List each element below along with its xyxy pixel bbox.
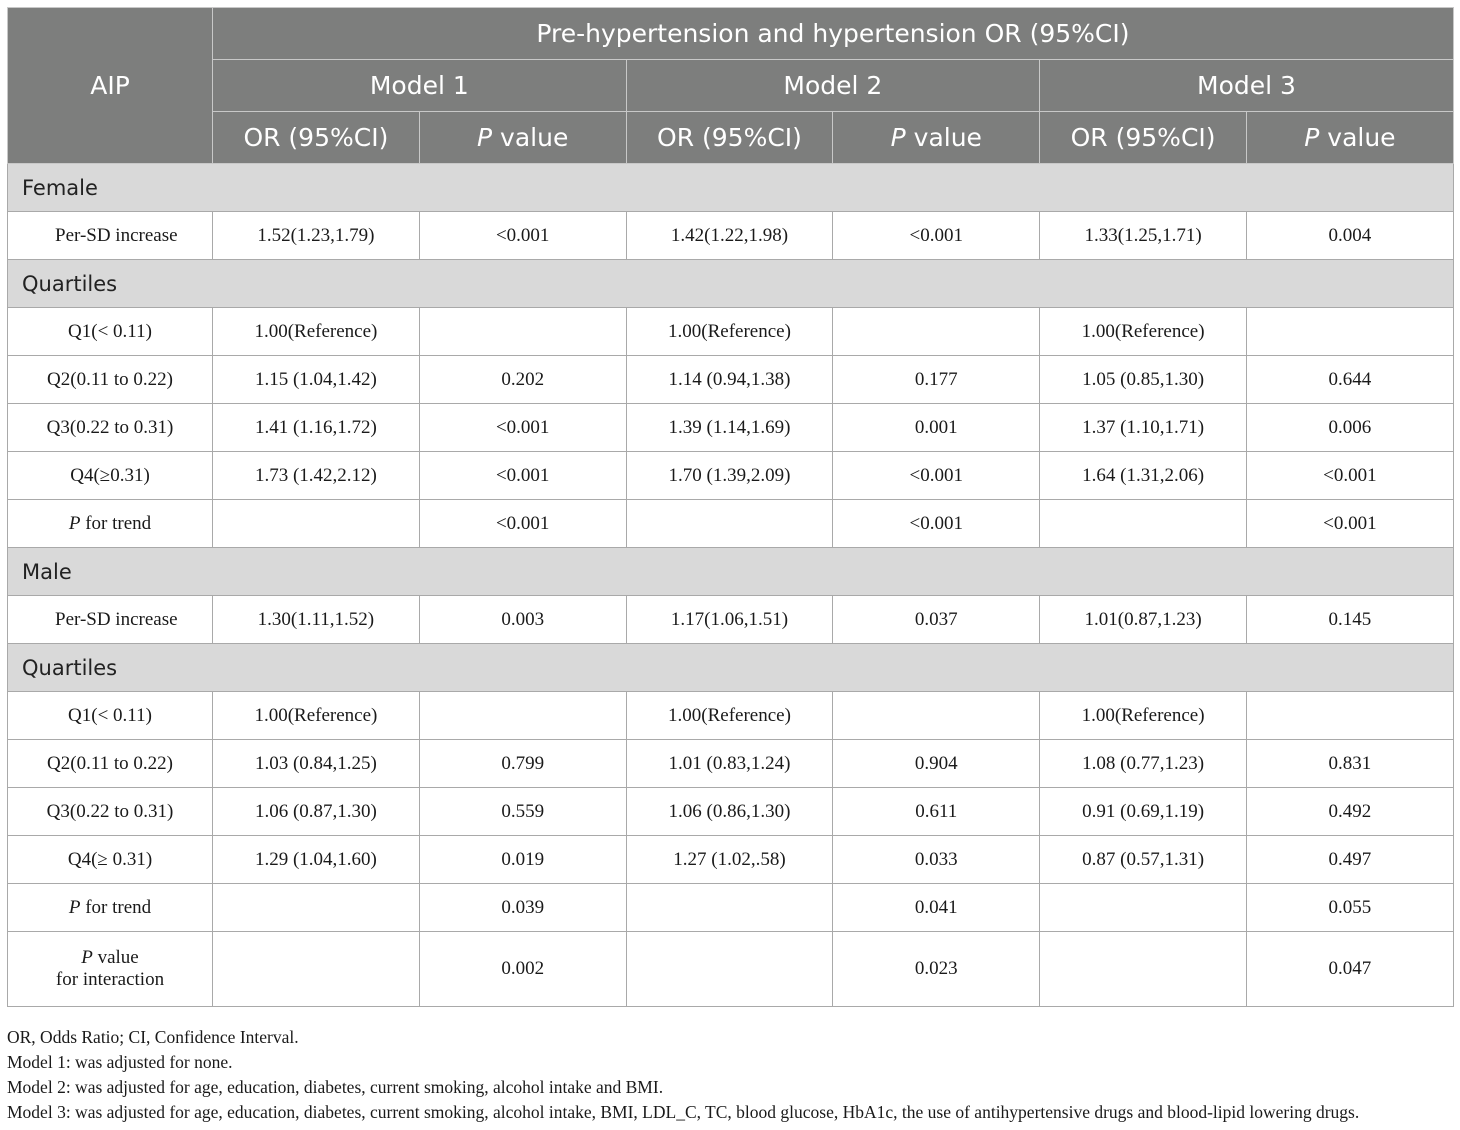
p-value-cell: 0.001 [833, 404, 1040, 452]
section-label: Male [8, 548, 1454, 596]
or-cell: 1.29 (1.04,1.60) [213, 836, 420, 884]
section-label: Quartiles [8, 260, 1454, 308]
p-value-cell: 0.037 [833, 596, 1040, 644]
or-cell [626, 884, 833, 932]
p-value-cell: <0.001 [419, 452, 626, 500]
row-label: Q3(0.22 to 0.31) [8, 404, 213, 452]
p-value-cell: 0.004 [1246, 212, 1453, 260]
p-column-header: P value [419, 112, 626, 164]
or-column-header: OR (95%CI) [626, 112, 833, 164]
or-cell: 1.37 (1.10,1.71) [1040, 404, 1247, 452]
or-column-header: OR (95%CI) [213, 112, 420, 164]
stub-header: AIP [8, 8, 213, 164]
table-row [8, 452, 1454, 500]
p-value-cell [1246, 308, 1453, 356]
row-label: P for trend [8, 884, 213, 932]
table-row [8, 500, 1454, 548]
or-cell: 1.33(1.25,1.71) [1040, 212, 1247, 260]
or-cell: 1.70 (1.39,2.09) [626, 452, 833, 500]
row-label: P for trend [8, 500, 213, 548]
table-body [8, 164, 1454, 1007]
p-value-cell: 0.904 [833, 740, 1040, 788]
or-cell [626, 500, 833, 548]
table-row [8, 596, 1454, 644]
p-value-cell: 0.831 [1246, 740, 1453, 788]
or-cell [1040, 932, 1247, 1007]
p-value-cell [419, 308, 626, 356]
or-cell: 1.14 (0.94,1.38) [626, 356, 833, 404]
row-label: Per-SD increase [8, 212, 213, 260]
row-label: Per-SD increase [8, 596, 213, 644]
table-title: Pre-hypertension and hypertension OR (95%CI) [213, 8, 1454, 60]
or-cell: 1.00(Reference) [1040, 308, 1247, 356]
p-value-cell: <0.001 [1246, 452, 1453, 500]
or-cell [213, 884, 420, 932]
footnote: Model 1: was adjusted for none. [7, 1052, 233, 1072]
or-cell: 1.05 (0.85,1.30) [1040, 356, 1247, 404]
or-cell: 1.27 (1.02,.58) [626, 836, 833, 884]
section-row-male [8, 548, 1454, 596]
or-cell: 1.64 (1.31,2.06) [1040, 452, 1247, 500]
row-label: Q1(< 0.11) [8, 308, 213, 356]
or-cell: 1.30(1.11,1.52) [213, 596, 420, 644]
or-cell: 1.00(Reference) [213, 692, 420, 740]
table-row [8, 404, 1454, 452]
p-column-header: P value [833, 112, 1040, 164]
p-value-cell: 0.559 [419, 788, 626, 836]
p-value-cell [833, 308, 1040, 356]
or-cell [626, 932, 833, 1007]
or-cell: 1.52(1.23,1.79) [213, 212, 420, 260]
footnote: Model 2: was adjusted for age, education, diabetes, current smoking, alcohol intake and BMI. [7, 1077, 664, 1097]
section-label: Female [8, 164, 1454, 212]
or-cell: 1.00(Reference) [626, 308, 833, 356]
or-cell: 1.06 (0.87,1.30) [213, 788, 420, 836]
table-row [8, 692, 1454, 740]
table-row [8, 212, 1454, 260]
row-label: Q3(0.22 to 0.31) [8, 788, 213, 836]
or-cell: 0.87 (0.57,1.31) [1040, 836, 1247, 884]
p-value-cell: 0.003 [419, 596, 626, 644]
p-value-cell: 0.799 [419, 740, 626, 788]
p-value-cell: 0.492 [1246, 788, 1453, 836]
or-cell: 1.00(Reference) [626, 692, 833, 740]
or-column-header: OR (95%CI) [1040, 112, 1247, 164]
or-cell: 1.01 (0.83,1.24) [626, 740, 833, 788]
footnote: OR, Odds Ratio; CI, Confidence Interval. [7, 1027, 299, 1047]
p-value-cell: <0.001 [419, 500, 626, 548]
table-header [8, 8, 1454, 164]
footnotes [7, 1025, 1453, 1125]
table-row [8, 740, 1454, 788]
table-row [8, 836, 1454, 884]
table-row [8, 308, 1454, 356]
p-value-cell: <0.001 [1246, 500, 1453, 548]
p-value-cell: 0.145 [1246, 596, 1453, 644]
p-value-cell: 0.047 [1246, 932, 1453, 1007]
p-value-cell: 0.611 [833, 788, 1040, 836]
or-cell: 0.91 (0.69,1.19) [1040, 788, 1247, 836]
table-row [8, 932, 1454, 1007]
section-label: Quartiles [8, 644, 1454, 692]
or-cell: 1.73 (1.42,2.12) [213, 452, 420, 500]
model-1-header: Model 1 [213, 60, 627, 112]
section-row-female [8, 164, 1454, 212]
p-value-cell: <0.001 [833, 212, 1040, 260]
p-value-cell [1246, 692, 1453, 740]
or-cell: 1.06 (0.86,1.30) [626, 788, 833, 836]
row-label: Q1(< 0.11) [8, 692, 213, 740]
or-cell [213, 932, 420, 1007]
odds-ratio-table [7, 7, 1454, 1007]
model-3-header: Model 3 [1040, 60, 1454, 112]
p-value-cell [833, 692, 1040, 740]
p-value-cell: 0.177 [833, 356, 1040, 404]
p-value-cell: 0.006 [1246, 404, 1453, 452]
p-value-cell: 0.644 [1246, 356, 1453, 404]
or-cell: 1.15 (1.04,1.42) [213, 356, 420, 404]
or-cell: 1.08 (0.77,1.23) [1040, 740, 1247, 788]
table-row [8, 884, 1454, 932]
row-label: Q2(0.11 to 0.22) [8, 356, 213, 404]
row-label: Q2(0.11 to 0.22) [8, 740, 213, 788]
p-value-cell: <0.001 [833, 452, 1040, 500]
p-column-header: P value [1246, 112, 1453, 164]
p-value-cell: 0.055 [1246, 884, 1453, 932]
section-row-quartiles [8, 260, 1454, 308]
p-value-cell: 0.019 [419, 836, 626, 884]
p-value-cell: <0.001 [419, 212, 626, 260]
section-row-quartiles [8, 644, 1454, 692]
or-cell [1040, 884, 1247, 932]
or-cell [213, 500, 420, 548]
p-value-cell: <0.001 [419, 404, 626, 452]
or-cell: 1.03 (0.84,1.25) [213, 740, 420, 788]
p-value-cell [419, 692, 626, 740]
p-value-cell: 0.202 [419, 356, 626, 404]
p-value-cell: 0.039 [419, 884, 626, 932]
or-cell: 1.39 (1.14,1.69) [626, 404, 833, 452]
row-label: Q4(≥0.31) [8, 452, 213, 500]
p-value-cell: 0.023 [833, 932, 1040, 1007]
results-table-container [7, 7, 1453, 1007]
or-cell: 1.42(1.22,1.98) [626, 212, 833, 260]
footnote: Model 3: was adjusted for age, education, diabetes, current smoking, alcohol intake, BMI, LDL_C, TC, blood glucose, HbA1c, the use of antihypertensive drugs and blood-lipid lowering drugs. [7, 1102, 1360, 1122]
p-value-cell: 0.033 [833, 836, 1040, 884]
or-cell [1040, 500, 1247, 548]
table-row [8, 356, 1454, 404]
or-cell: 1.00(Reference) [1040, 692, 1247, 740]
table-row [8, 788, 1454, 836]
or-cell: 1.17(1.06,1.51) [626, 596, 833, 644]
or-cell: 1.00(Reference) [213, 308, 420, 356]
model-2-header: Model 2 [626, 60, 1040, 112]
p-value-cell: 0.041 [833, 884, 1040, 932]
p-value-cell: 0.002 [419, 932, 626, 1007]
p-value-cell: <0.001 [833, 500, 1040, 548]
or-cell: 1.01(0.87,1.23) [1040, 596, 1247, 644]
p-value-cell: 0.497 [1246, 836, 1453, 884]
row-label: P value for interaction [8, 932, 213, 1007]
row-label: Q4(≥ 0.31) [8, 836, 213, 884]
or-cell: 1.41 (1.16,1.72) [213, 404, 420, 452]
